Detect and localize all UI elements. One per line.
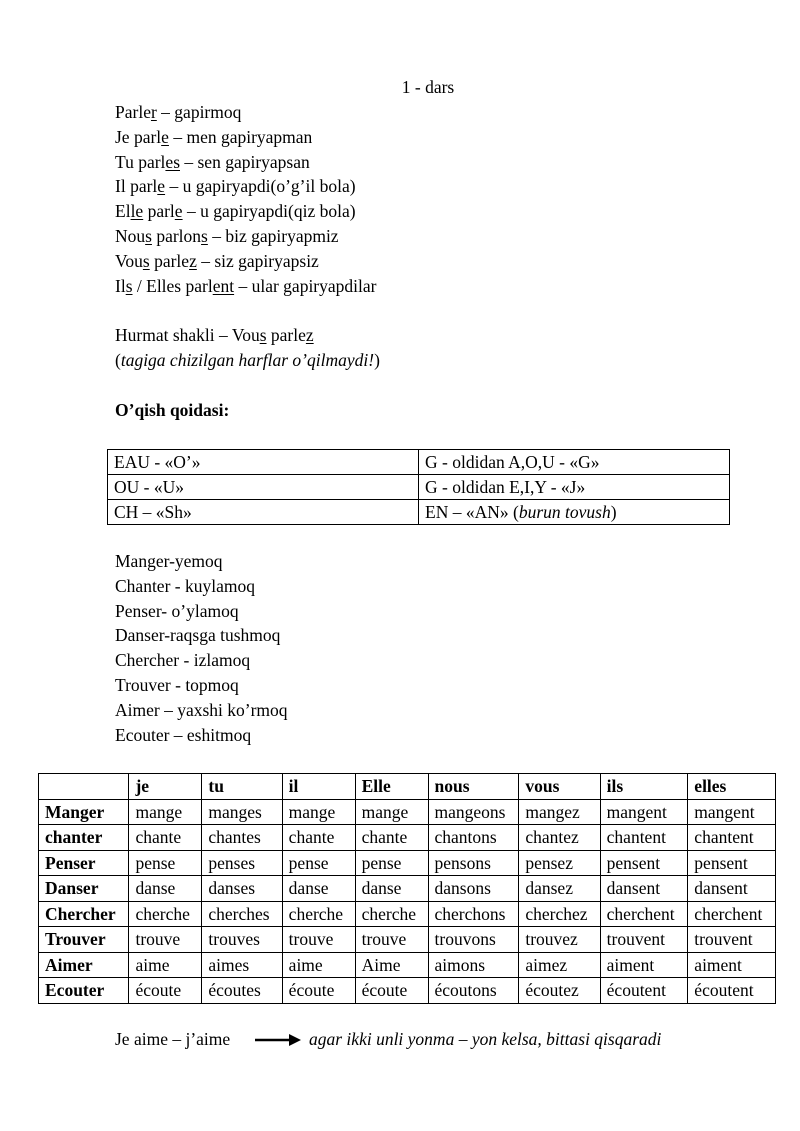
rule-cell [108, 500, 419, 525]
conjugated-form-cell: pensent [600, 850, 688, 876]
text-segment: Nou [115, 226, 146, 246]
underlined-letters: e [161, 126, 169, 147]
column-header: elles [688, 774, 776, 800]
column-header: Elle [355, 774, 428, 800]
conjugated-form-cell: pensez [519, 850, 600, 876]
verb-cell: chanter [39, 825, 129, 851]
conjugation-line [115, 274, 376, 299]
text-segment: ) [374, 350, 380, 370]
text-segment: G - oldidan E,I,Y - «J» [425, 476, 586, 497]
conjugated-form-cell: trouve [129, 927, 202, 953]
rule-cell [108, 475, 419, 500]
text-segment: Hurmat shakli – Vou [115, 325, 260, 345]
conjugated-form-cell: cherchent [688, 901, 776, 927]
table-row [108, 500, 730, 525]
conjugated-form-cell: pense [129, 850, 202, 876]
verb-cell: Penser [39, 850, 129, 876]
column-header: je [129, 774, 202, 800]
underlined-letters: s [142, 250, 150, 271]
conjugation-line [115, 199, 356, 224]
rule-cell [419, 500, 730, 525]
conjugated-form-cell: danse [355, 876, 428, 902]
conjugated-form-cell: trouvons [428, 927, 519, 953]
conjugation-line [115, 174, 356, 199]
conjugated-form-cell: danse [282, 876, 355, 902]
conjugated-form-cell: manges [202, 799, 282, 825]
conjugated-form-cell: dansent [600, 876, 688, 902]
vocabulary-item: Ecouter – eshitmoq [115, 724, 252, 745]
underlined-letters: s [201, 226, 208, 246]
rule-cell [108, 450, 419, 475]
text-segment: EN – «AN» ( [425, 501, 519, 522]
conjugated-form-cell: danses [202, 876, 282, 902]
conjugated-form-cell: mangez [519, 799, 600, 825]
column-header: tu [202, 774, 282, 800]
conjugated-form-cell: cherche [282, 901, 355, 927]
conjugated-form-cell: dansez [519, 876, 600, 902]
conjugated-form-cell: trouvez [519, 927, 600, 953]
text-segment: – u gapiryapdi(o’g’il bola) [165, 176, 356, 197]
text-segment: El [115, 201, 131, 222]
text-segment: – u gapiryapdi(qiz bola) [182, 201, 356, 222]
conjugated-form-cell: aiment [688, 952, 776, 978]
conjugated-form-cell: dansent [688, 876, 776, 902]
polite-form-line [115, 323, 314, 348]
conjugated-form-cell: écoute [282, 978, 355, 1004]
conjugated-form-cell: pense [355, 850, 428, 876]
conjugated-form-cell: écoutent [688, 978, 776, 1004]
table-row [39, 978, 776, 1004]
column-header: nous [428, 774, 519, 800]
conjugated-form-cell: écoutes [202, 978, 282, 1004]
table-row [108, 475, 730, 500]
text-segment: parle [266, 325, 306, 345]
conjugated-form-cell: pensent [688, 850, 776, 876]
underlined-letters: ent [212, 275, 235, 296]
text-segment: / Elles parl [132, 275, 213, 296]
conjugated-form-cell: cherchez [519, 901, 600, 927]
text-segment: Il [115, 275, 126, 296]
vocabulary-item: Chanter - kuylamoq [115, 575, 255, 596]
conjugated-form-cell: aimes [202, 952, 282, 978]
table-row [39, 901, 776, 927]
table-row [39, 825, 776, 851]
conjugated-form-cell: aime [129, 952, 202, 978]
text-segment: Parle [115, 102, 151, 122]
reading-rules-heading: O’qish qoidasi: [115, 400, 230, 420]
underlined-letters: es [165, 151, 180, 172]
conjugated-form-cell: trouve [355, 927, 428, 953]
text-segment: CH – «Sh» [114, 501, 192, 522]
conjugated-form-cell: aimez [519, 952, 600, 978]
conjugated-form-cell: trouvent [688, 927, 776, 953]
conjugated-form-cell: écoutent [600, 978, 688, 1004]
conjugation-line [115, 100, 241, 125]
conjugation-line [115, 125, 312, 150]
rule-cell [419, 450, 730, 475]
text-segment: Tu parl [115, 151, 166, 172]
text-segment: – biz gapiryapmiz [207, 226, 339, 246]
text-segment: – gapirmoq [156, 102, 242, 122]
table-row [108, 450, 730, 475]
page-title: 1 - dars [401, 77, 455, 97]
conjugated-form-cell: écoutons [428, 978, 519, 1004]
conjugated-form-cell: mange [282, 799, 355, 825]
text-segment: – siz gapiryapsiz [196, 250, 319, 271]
reading-rules-table [107, 449, 730, 525]
text-segment: Il parl [115, 176, 158, 197]
verb-cell: Manger [39, 799, 129, 825]
underlined-letters: e [157, 176, 166, 197]
text-segment: Je parl [115, 126, 162, 147]
conjugated-form-cell: cherche [129, 901, 202, 927]
conjugated-form-cell: chante [129, 825, 202, 851]
column-header: il [282, 774, 355, 800]
conjugated-form-cell: aimons [428, 952, 519, 978]
text-segment: – sen gapiryapsan [180, 151, 310, 172]
underlined-letters: le [130, 201, 144, 222]
conjugated-form-cell: chantons [428, 825, 519, 851]
vocabulary-item: Chercher - izlamoq [115, 650, 251, 671]
underlined-letters: s [259, 325, 267, 345]
conjugation-table [38, 773, 776, 1004]
conjugated-form-cell: mange [355, 799, 428, 825]
conjugation-line [115, 150, 310, 175]
conjugated-form-cell: cherche [355, 901, 428, 927]
conjugated-form-cell: écoute [355, 978, 428, 1004]
underlined-letters: z [305, 325, 314, 345]
text-segment: G - oldidan A,O,U - «G» [425, 451, 600, 472]
column-header [39, 774, 129, 800]
conjugated-form-cell: trouvent [600, 927, 688, 953]
conjugated-form-cell: écoutez [519, 978, 600, 1004]
conjugation-line [115, 224, 339, 249]
conjugated-form-cell: chantez [519, 825, 600, 851]
conjugated-form-cell: mangent [600, 799, 688, 825]
conjugated-form-cell: pensons [428, 850, 519, 876]
text-segment: Vou [115, 250, 143, 271]
conjugated-form-cell: cherchent [600, 901, 688, 927]
text-segment: EAU - «O’» [114, 451, 201, 472]
conjugated-form-cell: trouves [202, 927, 282, 953]
vocabulary-item: Penser- o’ylamoq [115, 600, 239, 621]
conjugated-form-cell: aime [282, 952, 355, 978]
footer-example: Je aime – j’aime [115, 1029, 231, 1049]
footer-explanation: agar ikki unli yonma – yon kelsa, bittasi qisqaradi [309, 1029, 662, 1049]
table-header-row [39, 774, 776, 800]
conjugated-form-cell: mange [129, 799, 202, 825]
right-arrow-icon [255, 1033, 301, 1047]
conjugated-form-cell: écoute [129, 978, 202, 1004]
verb-cell: Danser [39, 876, 129, 902]
text-segment: – ular gapiryapdilar [234, 275, 377, 296]
underlined-letters: s [125, 275, 133, 296]
conjugated-form-cell: chantent [688, 825, 776, 851]
vocabulary-item: Aimer – yaxshi ko’rmoq [115, 699, 288, 720]
underlined-letters: s [145, 226, 152, 246]
conjugation-line [115, 249, 319, 274]
vocabulary-item: Manger-yemoq [115, 551, 223, 571]
conjugated-form-cell: dansons [428, 876, 519, 902]
text-segment: parl [143, 201, 175, 222]
conjugated-form-cell: danse [129, 876, 202, 902]
text-segment: parle [149, 250, 190, 271]
text-segment: ( [115, 350, 121, 370]
conjugated-form-cell: chantent [600, 825, 688, 851]
table-row [39, 876, 776, 902]
text-segment: parlon [151, 226, 202, 246]
verb-cell: Aimer [39, 952, 129, 978]
vocabulary-item: Danser-raqsga tushmoq [115, 625, 281, 646]
conjugated-form-cell: mangeons [428, 799, 519, 825]
conjugated-form-cell: chante [355, 825, 428, 851]
underline-note [115, 348, 380, 373]
table-row [39, 952, 776, 978]
conjugated-form-cell: mangent [688, 799, 776, 825]
text-segment: OU - «U» [114, 476, 184, 497]
underlined-letters: z [189, 250, 197, 271]
rule-cell [419, 475, 730, 500]
conjugated-form-cell: aiment [600, 952, 688, 978]
verb-cell: Ecouter [39, 978, 129, 1004]
vocabulary-item: Trouver - topmoq [115, 675, 239, 695]
italic-text: tagiga chizilgan harflar o’qilmaydi! [120, 350, 375, 370]
conjugated-form-cell: Aime [355, 952, 428, 978]
conjugated-form-cell: cherches [202, 901, 282, 927]
conjugated-form-cell: cherchons [428, 901, 519, 927]
underlined-letters: e [174, 201, 183, 222]
verb-cell: Trouver [39, 927, 129, 953]
table-row [39, 927, 776, 953]
conjugated-form-cell: penses [202, 850, 282, 876]
conjugated-form-cell: trouve [282, 927, 355, 953]
table-row [39, 799, 776, 825]
conjugated-form-cell: pense [282, 850, 355, 876]
conjugated-form-cell: chantes [202, 825, 282, 851]
text-segment: – men gapiryapman [168, 126, 313, 147]
verb-cell: Chercher [39, 901, 129, 927]
column-header: ils [600, 774, 688, 800]
text-segment: ) [610, 501, 617, 522]
conjugated-form-cell: chante [282, 825, 355, 851]
italic-text: burun tovush [518, 501, 611, 522]
column-header: vous [519, 774, 600, 800]
underlined-letters: r [150, 102, 157, 122]
table-row [39, 850, 776, 876]
